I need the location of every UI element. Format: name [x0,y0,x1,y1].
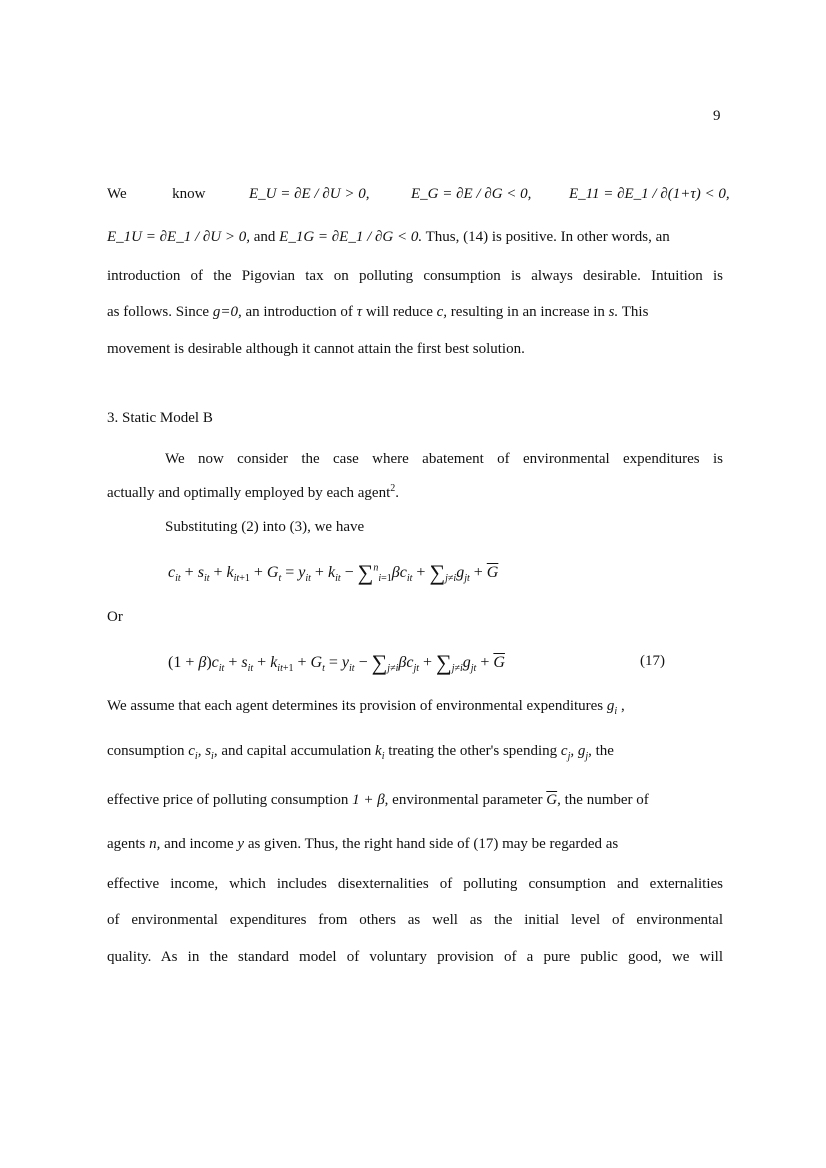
equation-number: (17) [640,653,665,669]
math-eu: E_U = ∂E / ∂U > 0, [248,186,370,202]
text-line-1 [107,186,730,203]
math-y: y [237,836,245,852]
math-c: c, [436,304,448,320]
math-n: n, [149,836,161,852]
math-e1u: E_1U = ∂E_1 / ∂U > 0, [107,229,250,245]
math-eg: E_G = ∂E / ∂G < 0, [410,186,532,202]
text-line-13: effective income, which includes disexternalities of polluting consumption and externalities [107,876,723,892]
word-know: know [172,186,206,202]
text-segment: an introduction of [245,304,353,320]
text-line-6: We now consider the case where abatement of environmental expenditures is [165,451,723,467]
text-line-5: movement is desirable although it cannot attain the first best solution. [107,341,525,357]
text-segment: , environmental parameter [384,792,543,808]
math-price: 1 + β [352,792,385,808]
text-segment: treating the other's spending [388,743,558,759]
math-ki: $k_i$ [375,743,385,762]
word-we: We [107,186,127,202]
text-line-3: introduction of the Pigovian tax on polluting consumption is always desirable. Intuition is [107,268,723,284]
text-line-2 [107,229,723,246]
text-segment: , and capital accumulation [213,743,372,759]
text-line-4 [107,304,723,321]
text-or: Or [107,609,123,625]
math-ci-si: $c_i$, $s_i$ [188,743,214,762]
text-segment: actually and optimally employed by each agent [107,485,391,501]
math-tau: τ [356,304,363,320]
text-line-14: of environmental expenditures from others as well as the initial level of environmental [107,912,723,928]
text-segment: and income [164,836,234,852]
math-cj-gj: $c_j$, $g_j$ [560,743,589,762]
text-segment: resulting in an increase in [450,304,605,320]
text-line-7 [107,483,723,502]
text-segment: , the [588,743,614,759]
text-segment: as follows. Since [107,304,210,320]
word-and: and [253,229,276,245]
math-g: g=0, [212,304,242,320]
text-line-15: quality. As in the standard model of voluntary provision of a pure public good, we will [107,949,723,965]
text-segment: We assume that each agent determines its provision of environmental expenditures [107,698,604,714]
text-segment: consumption [107,743,185,759]
text-line-12 [107,836,723,853]
math-e11: E_11 = ∂E_1 / ∂(1+τ) < 0, [568,186,730,202]
text-segment: as given. Thus, the right hand side of (17) may be regarded as [247,836,619,852]
text-segment: will reduce [365,304,433,320]
footnote-marker: 2 [390,483,396,494]
text-line-8: Substituting (2) into (3), we have [165,519,365,535]
text-thus: Thus, (14) is positive. In other words, an [425,229,670,245]
text-line-9: We assume that each agent determines its provision of environmental expenditures $g_i$ , [107,698,625,717]
equation-17: $(1 + \beta)c_{it} + s_{it} + k_{it+1} + G_t = y_{it} - \sum_{j\ne i}\beta c_{jt} + \sum_{j\ne i}g_{jt} + \overline{G}$ [168,650,505,675]
text-segment: This [621,304,649,320]
equation-1: $c_{it} + s_{it} + k_{it+1} + G_t = y_{it} + k_{it} - \sum^n_{i=1}\beta c_{it} + \sum_{j\ne i}g_{jt} + \overline{G}$ [168,560,499,585]
math-gbar: $\overline{G}$ [546,792,558,808]
text-segment: agents [107,836,146,852]
page-number: 9 [713,108,721,124]
text-line-11 [107,792,723,809]
math-s: s. [608,304,619,320]
text-segment: . [395,485,399,501]
section-heading: 3. Static Model B [107,410,213,426]
math-gi: $g_i$ [606,698,618,717]
text-segment: , the number of [557,792,649,808]
text-line-10 [107,743,723,762]
text-segment: effective price of polluting consumption [107,792,349,808]
math-e1g: E_1G = ∂E_1 / ∂G < 0. [279,229,423,245]
